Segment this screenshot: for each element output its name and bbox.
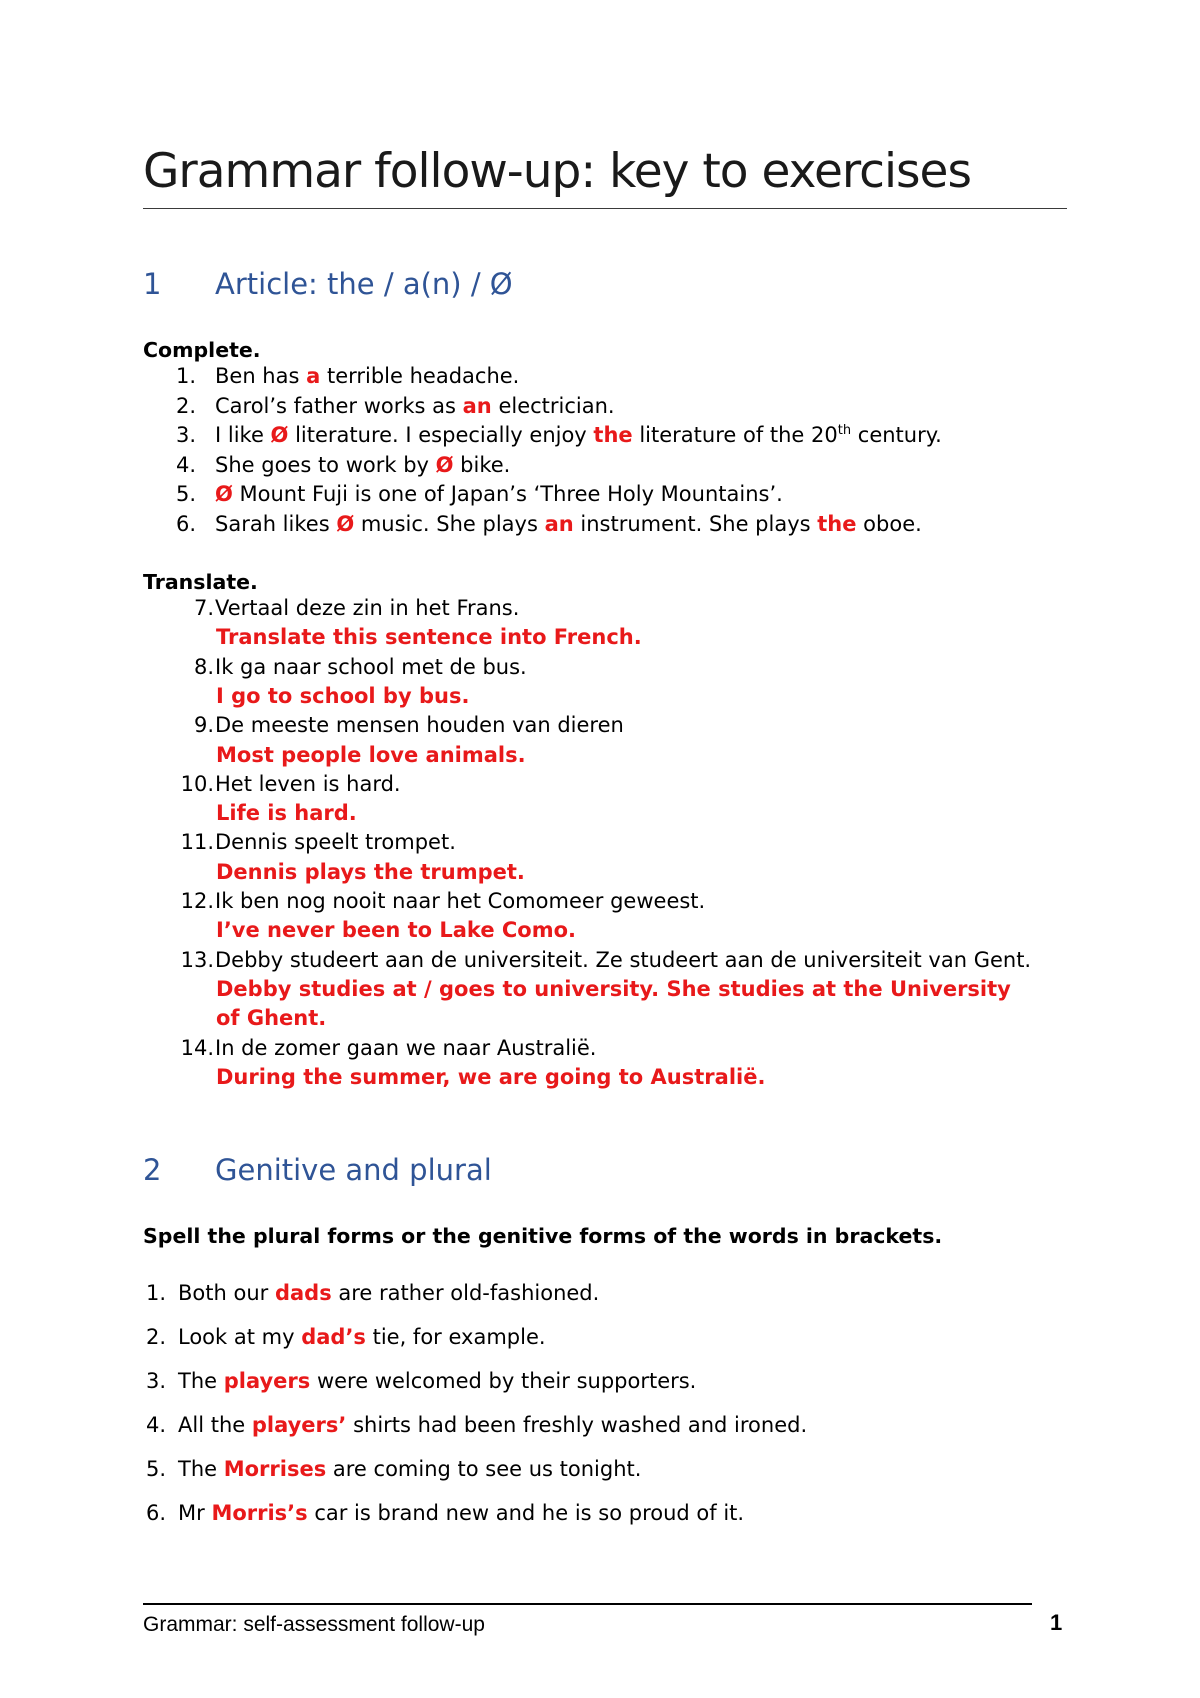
- translation-answer: Most people love animals.: [216, 742, 526, 767]
- answer-word: players’: [251, 1412, 347, 1437]
- item-text: literature. I especially enjoy: [288, 423, 594, 448]
- item-text: are rather old-fashioned.: [331, 1281, 600, 1305]
- item-number: 1.: [145, 1281, 166, 1305]
- answer-word: dads: [274, 1281, 332, 1305]
- item-text: th: [837, 423, 852, 439]
- item-text: Carol’s father works as: [215, 393, 463, 418]
- answer-word: the: [817, 512, 857, 536]
- item-text: Sarah likes: [215, 512, 337, 536]
- item-number: 2.: [145, 1324, 166, 1349]
- item-number: 5.: [145, 1456, 166, 1481]
- item-number: 9.: [193, 713, 214, 738]
- item-number: 12.: [180, 889, 214, 913]
- translation-answer: Translate this sentence into French.: [216, 625, 642, 650]
- translation-answer: Dennis plays the trumpet.: [216, 859, 525, 884]
- translate-instruction: Translate.: [143, 570, 258, 594]
- item-number: 11.: [180, 830, 214, 855]
- item-text: shirts had been freshly washed and ironed.: [346, 1412, 808, 1437]
- item-content: [215, 364, 519, 389]
- answer-word: an: [544, 512, 574, 536]
- item-content: [178, 1457, 641, 1482]
- translation-answer: Debby studies at / goes to university. She studies at the University: [216, 976, 1011, 1001]
- item-content: [215, 512, 922, 537]
- complete-instruction: Complete.: [143, 338, 261, 362]
- item-content: [178, 1281, 599, 1306]
- item-content: Ik ben nog nooit naar het Comomeer geweest.: [215, 889, 706, 913]
- item-text: literature of the 20: [632, 423, 838, 448]
- item-number: 6.: [175, 512, 196, 536]
- item-content: [215, 453, 510, 478]
- item-content: [215, 482, 783, 507]
- answer-word: an: [462, 393, 492, 418]
- item-text: Both our: [178, 1281, 275, 1305]
- section-1-heading: [143, 267, 513, 302]
- answer-word: Ø: [336, 512, 355, 536]
- item-number: 1.: [175, 364, 196, 388]
- item-number: 4.: [145, 1412, 166, 1437]
- answer-word: Morris’s: [211, 1500, 308, 1525]
- item-text: She goes to work by: [215, 452, 436, 477]
- answer-word: Ø: [215, 482, 233, 507]
- section-2-heading: [143, 1153, 492, 1188]
- item-text: Mount Fuji is one of Japan’s ‘Three Holy Mountains’.: [232, 482, 783, 507]
- answer-word: players: [223, 1368, 311, 1393]
- footer-text: Grammar: self-assessment follow-up: [143, 1613, 485, 1636]
- item-number: 13.: [180, 947, 214, 972]
- item-number: 8.: [193, 654, 214, 679]
- answer-word: Ø: [270, 423, 289, 448]
- section-1-title: Article: the / a(n) / Ø: [215, 267, 513, 301]
- answer-word: dad’s: [301, 1324, 366, 1349]
- item-content: Dennis speelt trompet.: [215, 830, 456, 855]
- translation-answer: I go to school by bus.: [216, 683, 470, 708]
- answer-word: a: [306, 364, 321, 388]
- section-1-number: 1: [143, 267, 162, 301]
- item-text: Mr: [178, 1500, 212, 1525]
- genitive-instruction: Spell the plural forms or the genitive forms of the words in brackets.: [143, 1224, 943, 1248]
- item-text: car is brand new and he is so proud of it.: [307, 1500, 745, 1525]
- item-text: tie, for example.: [365, 1324, 546, 1349]
- item-content: Vertaal deze zin in het Frans.: [215, 596, 520, 620]
- item-number: 6.: [145, 1500, 166, 1525]
- item-text: century.: [851, 423, 942, 448]
- item-text: electrician.: [491, 393, 615, 418]
- footer-rule: [143, 1603, 1032, 1605]
- document-title: Grammar follow-up: key to exercises: [143, 144, 971, 199]
- item-content: Het leven is hard.: [215, 771, 401, 796]
- item-number: 7.: [193, 596, 214, 620]
- item-text: music. She plays: [354, 512, 545, 536]
- item-content: In de zomer gaan we naar Australië.: [215, 1035, 597, 1060]
- item-content: [178, 1501, 744, 1526]
- item-text: All the: [178, 1412, 252, 1437]
- item-text: instrument. She plays: [573, 512, 818, 536]
- item-content: [178, 1325, 546, 1350]
- page-number: 1: [1050, 1610, 1063, 1635]
- item-text: Look at my: [178, 1324, 302, 1349]
- item-text: The: [178, 1456, 224, 1481]
- item-content: [178, 1413, 807, 1438]
- translation-answer: I’ve never been to Lake Como.: [216, 918, 577, 943]
- item-text: are coming to see us tonight.: [326, 1456, 642, 1481]
- item-content: Ik ga naar school met de bus.: [215, 654, 527, 679]
- answer-word: Ø: [435, 452, 454, 477]
- item-text: were welcomed by their supporters.: [310, 1368, 697, 1393]
- item-content: [178, 1369, 696, 1394]
- item-text: terrible headache.: [320, 364, 520, 388]
- item-number: 2.: [175, 393, 196, 418]
- item-content: [215, 423, 942, 448]
- item-number: 4.: [175, 452, 196, 477]
- title-underline: [143, 208, 1067, 209]
- item-number: 14.: [180, 1035, 214, 1060]
- item-content: [215, 394, 615, 419]
- item-content: De meeste mensen houden van dieren: [215, 713, 624, 738]
- item-number: 10.: [180, 771, 214, 796]
- item-number: 5.: [175, 482, 196, 507]
- answer-word: Morrises: [223, 1456, 327, 1481]
- section-2-title: Genitive and plural: [215, 1153, 492, 1187]
- item-text: oboe.: [856, 512, 922, 536]
- item-text: Ben has: [215, 364, 307, 388]
- item-text: bike.: [453, 452, 511, 477]
- translation-answer: of Ghent.: [216, 1006, 327, 1031]
- translation-answer: Life is hard.: [216, 801, 357, 826]
- translation-answer: During the summer, we are going to Australië.: [216, 1064, 766, 1089]
- section-2-number: 2: [143, 1153, 162, 1187]
- item-text: I like: [215, 423, 271, 448]
- item-text: The: [178, 1368, 224, 1393]
- item-number: 3.: [145, 1368, 166, 1393]
- answer-word: the: [593, 423, 633, 448]
- item-content: Debby studeert aan de universiteit. Ze studeert aan de universiteit van Gent.: [215, 947, 1032, 972]
- item-number: 3.: [175, 423, 196, 448]
